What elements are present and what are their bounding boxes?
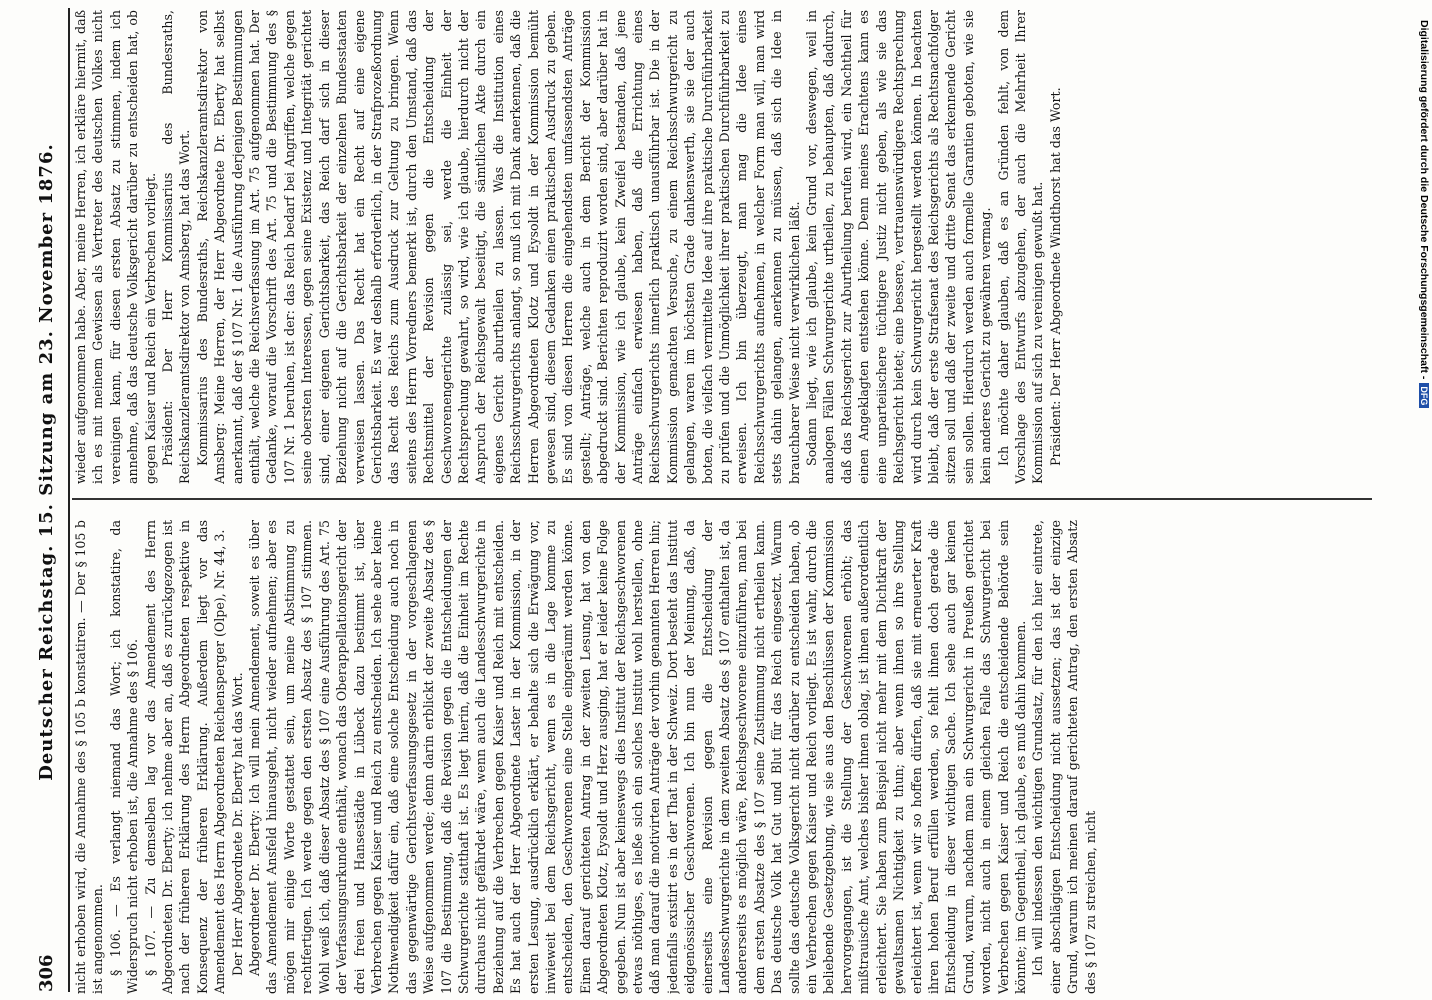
right-column — [72, 10, 1372, 484]
paragraph: § 107. — Zu demselben lag vor das Amendement des Herrn Abgeordneten Dr. Eberty; ich nehme aber an, daß es zurückgezogen ist nach der früheren Erklärung des Herrn Abgeordneten respektive in Konsequenz der früheren Erklärung. Außerdem liegt vor das Amendement des Herrn Abgeordneten Reichensperger (Olpe), Nr. 44, 3. — [142, 520, 228, 994]
rotated-page — [8, 0, 1408, 1000]
paragraph: Sodann liegt, wie ich glaube, kein Grund vor, deswegen, weil in analogen Fällen Schwurgerichte urtheilen, zu behaupten, daß dadurch, daß das Reichsgericht zur Aburtheilung berufen wird, ein Nachtheil für einen Angeklagten entstehen könne. Denn meines Erachtens kann es eine unparteiischere tüchtigere Justiz nicht geben, als wie sie das Reichsgericht bietet; eine bessere, vertrauenswürdigere Rechtsprechung wird durch kein Schwurgericht hergestellt werden können. In beachten bleibt, daß der erste Strafsenat des Reichsgerichts als Rechtsnachfolger sitzen soll und daß der zweite und dritte Senat das erkennende Gericht sein sollen. Hierdurch werden auch formelle Garantien geboten, wie sie kein anderes Gericht zu gewähren vermag. — [804, 10, 994, 484]
dfg-logo: DFG — [1419, 383, 1429, 408]
paragraph: Kommissarius des Bundesraths, Reichskanzleramtsdirektor von Amsberg: Meine Herren, der Herr Abgeordnete Dr. Eberty hat selbst anerkannt, daß der § 107 Nr. 1 die Ausführung derjenigen Bestimmungen enthält, welche die Reichsverfassung im Art. 75 aufgenommen hat. Der Gedanke, worauf die Vorschrift des Art. 75 und die Bestimmung des § 107 Nr. 1 beruhen, ist der: das Reich bedarf bei Angriffen, welche gegen seine obersten Interessen, gegen seine Existenz und Integrität gerichtet sind, einer eigenen Gerichtsbarkeit, das Reich darf sich in dieser Beziehung nicht auf die Gerichtsbarkeit der einzelnen Bundesstaaten verweisen lassen. Das Recht hat ein Recht auf eine eigene Gerichtsbarkeit. Es war deshalb erforderlich, in der Strafprozeßordnung das Recht des Reichs zum Ausdruck zur Geltung zu bringen. Wenn seitens des Herrn Vorredners bemerkt ist, durch den Umstand, daß das Rechtsmittel der Revision gegen die Entscheidung der Geschworenengerichte zulässig sei, werde die Einheit der Rechtsprechung gewahrt, so wird, wie ich glaube, hierdurch nicht der Anspruch der Reichsgewalt beseitigt, die sämtlichen Akte durch ein eigenes Gericht aburtheilen zu lassen. Was die Institution eines Reichsschwurgerichts anlangt, so muß ich mit Dank anerkennen, daß die Herren Abgeordneten Klotz und Eysoldt in der Kommission bemüht gewesen sind, diesem Gedanken einen praktischen Ausdruck zu geben. Es sind von diesen Herren die eingehendsten umfassendsten Anträge gestellt; Anträge, welche auch in dem Bericht der Kommission abgedruckt sind. Berichten reproduzirt worden sind, aber darüber hat in der Kommission, wie ich glaube, kein Zweifel bestanden, daß jene Anträge einfach erwiesen haben, daß die Errichtung eines Reichsschwurgerichts innerlich praktisch unausführbar ist. Die in der Kommission gemachten Versuche, zu einem Reichsschwurgericht zu gelangen, waren im höchsten Grade dankenswerth, sie sie der auch boten, die vielfach vermittelte Idee auf ihre praktische Durchführbarkeit zu prüfen und die Unmöglichkeit ihrer praktischen Durchführbarkeit zu erweisen. Ich bin überzeugt, man mag die Idee eines Reichsschwurgerichts aufnehmen, in welcher Form man will, man wird stets dahin gelangen, anerkennen zu müssen, daß sich die Idee in brauchbarer Weise nicht verwirklichen läßt. — [194, 10, 802, 484]
paragraph: nicht erhoben wird, die Annahme des § 105 b konstatiren. — Der § 105 b ist angenommen. — [73, 520, 106, 994]
credit-label: Digitalisierung gefördert durch die Deutsche Forschungsgemeinschaft - — [1418, 20, 1430, 380]
paragraph: Der Herr Abgeordnete Dr. Eberty hat das Wort. — [229, 672, 245, 976]
digitization-credit — [1412, 20, 1430, 980]
header-rule — [68, 8, 70, 992]
page-number: 306 — [36, 954, 57, 992]
left-column — [72, 520, 1372, 994]
paragraph: Ich will indessen den wichtigen Grundsatz, für den ich hier eintrete, einer abschlägigen Entscheidung nicht aussetzen; das ist der einzige Grund, warum ich meinen darauf gerichteten Antrag, den ersten Absatz des § 107 zu streichen, nicht — [1030, 520, 1098, 994]
paragraph: Präsident: Der Herr Abgeordnete Windthorst hat das Wort. — [1047, 87, 1063, 466]
paragraph: Präsident: Der Herr Kommissarius des Bundesraths, Reichskanzleramtsdirektor von Amsberg, hat das Wort. — [160, 10, 193, 484]
paragraph: Abgeordneter Dr. Eberty: Ich will mein Amendement, soweit es über das Amendement Ansfeld hinausgeht, nicht wieder aufnehmen; aber es mögen mir einige Worte gestattet sein, um meine Abstimmung zu rechtfertigen. Ich werde gegen den ersten Absatz des § 107 stimmen. Wohl weiß ich, daß dieser Absatz des § 107 eine Ausführung des Art. 75 der Verfassungsurkunde enthält, wonach das Oberappellationsgericht der drei freien und Hansestädte in Lübeck dazu bestimmt ist, über Verbrechen gegen Kaiser und Reich zu entscheiden. Ich sehe aber keine Nothwendigkeit dafür ein, daß eine solche Entscheidung auch noch in das gegenwärtige Gerichtsverfassungsgesetz in der vorgeschlagenen Weise aufgenommen werde; denn darin erblickt der zweite Absatz des § 107 die Bestimmung, daß die Revision gegen die Entscheidungen der Schwurgerichte statthaft ist. Es liegt hierin, daß die Einheit im Rechte durchaus nicht gefährdet wäre, wenn auch die Landesschwurgerichte in Beziehung auf die Verbrechen gegen Kaiser und Reich mit entscheiden. Es hat auch der Herr Abgeordnete Laster in der Kommission, in der ersten Lesung, ausdrücklich erklärt, er behalte sich die Erwägung vor, inwieweit bei dem Reichsgericht, wenn es in die Lage komme zu entscheiden, den Geschworenen eine Stelle eingeräumt werden könne. Einen darauf gerichteten Antrag in der zweiten Lesung, hat von den Abgeordneten Klotz, Eysoldt und Herz ausging, hat er leider keine Folge gegeben. Nun ist aber keineswegs dies Institut der Reichsgeschworenen etwas nöthiges, es ließe sich ein solches Institut wohl herstellen, ohne daß man darauf die motivirten Anträge der vorhin genannten Herren hin; jedenfalls existirt es in der That in der Schweiz. Dort besteht das Institut eidgenössischer Geschworenen. Ich bin nun der Meinung, daß, da einerseits eine Revision gegen die Entscheidung der Landesschwurgerichte in dem zweiten Absatz des § 107 enthalten ist, da andererseits es möglich wäre, Reichsgeschworene einzuführen, man bei dem ersten Absatze des § 107 seine Zustimmung nicht ertheilen kann. Das deutsche Volk hat Gut und Blut für das Reich eingesetzt. Warum sollte das deutsche Volksgericht nicht darüber zu entscheiden haben, ob ein Verbrechen gegen Kaiser und Reich vorliegt. Es ist wahr, durch die beliebende Gesetzgebung, wie sie aus den Beschlüssen der Kommission hervorgegangen, ist die Stellung der Geschworenen erhöht; das mißtrauische Amt, welches bisher ihnen oblag, ist ihnen außerordentlich erleichtert. Sie haben zum Beispiel nicht mehr mit dem Dichtkraft der gewaltsamen Nichtigkeit zu thun; aber wenn ihnen so ihre Stellung erleichtert ist, wenn wir so hoffen dürfen, daß sie mit erneuerter Kraft ihren hohen Beruf erfüllen werden, so fehlt ihnen doch gerade die Entscheidung in dieser wichtigen Sache. Ich sehe auch gar keinen Grund, warum, nachdem man ein Schwurgericht in Preußen gerichtet worden, nicht auch in einem gleichen Falle das Schwurgericht bei Verbrechen gegen Kaiser und Reich die entscheidende Behörde sein könnte; im Gegentheil, ich glaube, es muß dahin kommen. — [247, 520, 1028, 994]
running-head: Deutscher Reichstag. 15. Sitzung am 23. November 1876. — [36, 143, 57, 781]
column-divider — [72, 498, 1372, 500]
paragraph: Ich möchte daher glauben, daß es an Gründen fehlt, von dem Vorschlage des Entwurfs abzugehen, der auch die Mehrheit Ihrer Kommission auf sich zu vereinigen gewußt hat. — [995, 10, 1046, 484]
paragraph: § 106. — Es verlangt niemand das Wort; ich konstatire, da Widerspruch nicht erhoben ist, die Annahme des § 106. — [107, 520, 141, 994]
page-header — [36, 8, 62, 992]
paragraph: wieder aufgenommen habe. Aber, meine Herren, ich erkläre hiermit, daß ich es mit meinem Gewissen als Vertreter des deutschen Volkes nicht vereinigen kann, für diesen ersten Absatz zu stimmen, indem ich annehme, daß das deutsche Volksgericht darüber zu entscheiden hat, ob gegen Kaiser und Reich ein Verbrechen vorliegt. — [73, 10, 158, 484]
digitization-credit-text — [1412, 20, 1430, 980]
